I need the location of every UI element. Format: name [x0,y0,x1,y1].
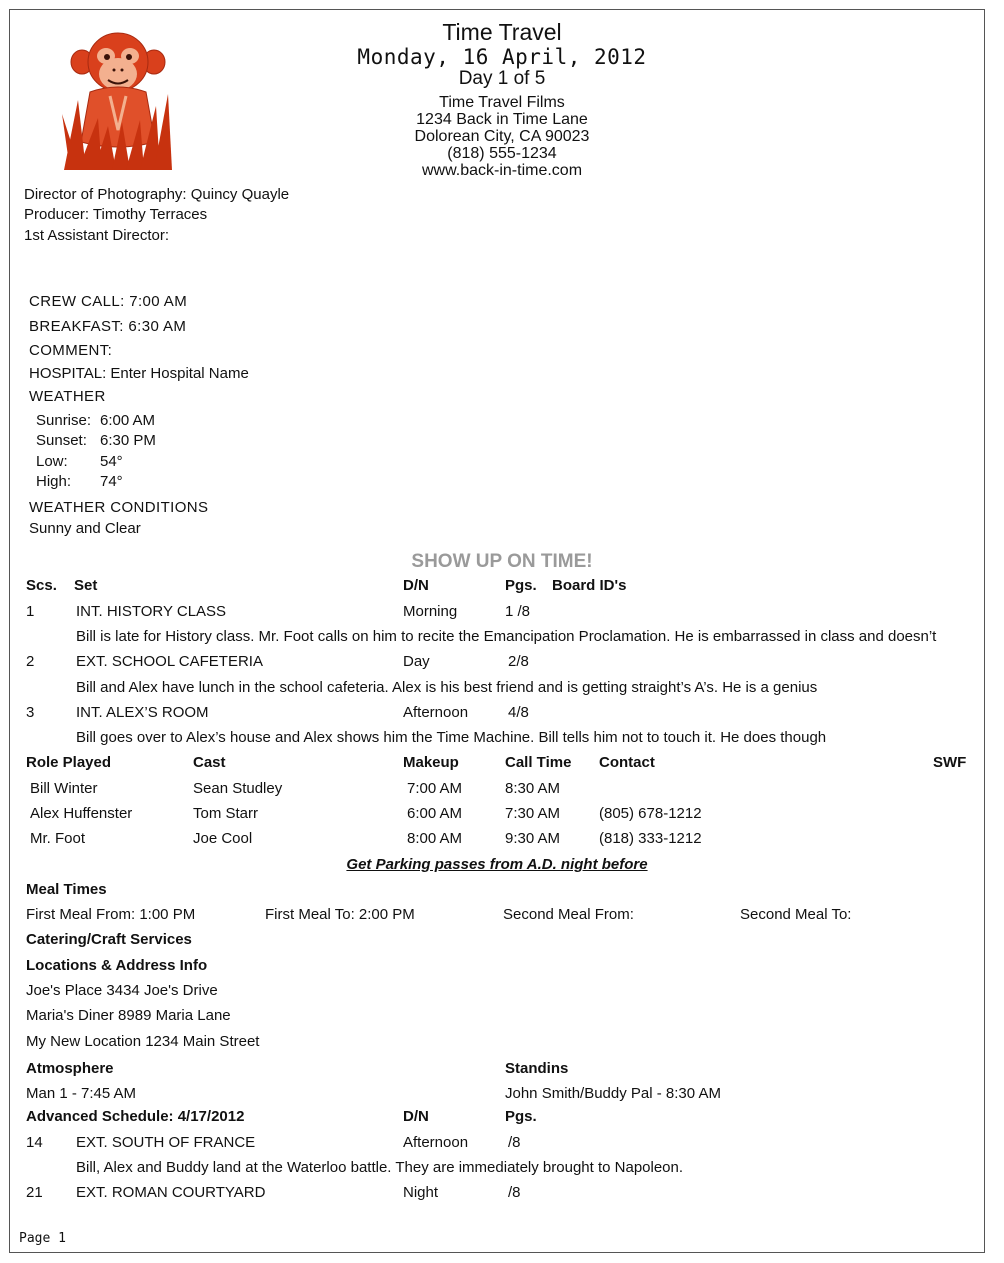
monkey-logo-icon [60,30,175,175]
first-meal-from: First Meal From: 1:00 PM [26,906,196,923]
weather-label: High: [36,473,72,490]
location-item: Maria's Diner 8989 Maria Lane [26,1007,231,1024]
advanced-scene-set: EXT. SOUTH OF FRANCE [76,1134,256,1151]
scenes-col-dn: D/N [403,577,429,594]
company-address-2: Dolorean City, CA 90023 [414,128,590,145]
cast-actor: Sean Studley [193,780,283,797]
director-of-photography: Director of Photography: Quincy Quayle [24,186,290,203]
meal-times-heading: Meal Times [26,881,107,898]
scenes-col-pgs: Pgs. [505,577,537,594]
advanced-schedule-heading: Advanced Schedule: 4/17/2012 [26,1108,245,1125]
advanced-scene-pages: /8 [508,1134,521,1151]
cast-col-swf: SWF [933,754,967,771]
cast-col-call: Call Time [505,754,572,771]
standins-heading: Standins [505,1060,569,1077]
weather-label: Sunset: [36,432,87,449]
cast-role: Alex Huffenster [30,805,133,822]
scene-set: EXT. SCHOOL CAFETERIA [76,653,263,670]
shoot-date: Monday, 16 April, 2012 [357,45,647,69]
cast-makeup: 8:00 AM [407,830,463,847]
cast-col-contact: Contact [599,754,655,771]
advanced-scene-description: Bill, Alex and Buddy land at the Waterloo battle. They are immediately brought to Napoleon. [76,1159,684,1176]
locations-heading: Locations & Address Info [26,957,208,974]
scene-description: Bill and Alex have lunch in the school cafeteria. Alex is his best friend and is getting straight’s A’s. He is a genius [76,679,818,696]
cast-col-makeup: Makeup [403,754,459,771]
first-assistant-director: 1st Assistant Director: [24,227,170,244]
page-number: Page 1 [19,1231,66,1246]
scene-description: Bill is late for History class. Mr. Foot calls on him to recite the Emancipation Proclamation. He is embarrassed in class and doesn’t [76,628,937,645]
scene-set: INT. ALEX’S ROOM [76,704,209,721]
weather-conditions-heading: WEATHER CONDITIONS [29,499,209,516]
cast-role: Bill Winter [30,780,98,797]
cast-role: Mr. Foot [30,830,86,847]
weather-conditions: Sunny and Clear [29,520,141,537]
atmosphere-heading: Atmosphere [26,1060,114,1077]
scene-set: INT. HISTORY CLASS [76,603,227,620]
crew-call: CREW CALL: 7:00 AM [29,293,188,310]
hospital: HOSPITAL: Enter Hospital Name [29,365,249,382]
parking-note: Get Parking passes from A.D. night before [346,856,648,873]
cast-call-time: 7:30 AM [505,805,561,822]
location-item: My New Location 1234 Main Street [26,1033,260,1050]
scene-number: 1 [26,603,35,620]
weather-value: 6:00 AM [100,412,156,429]
scenes-col-board: Board ID's [552,577,627,594]
cast-contact: (818) 333-1212 [599,830,702,847]
scene-pages: 4/8 [508,704,529,721]
cast-contact: (805) 678-1212 [599,805,702,822]
cast-actor: Joe Cool [193,830,253,847]
production-title: Time Travel [442,19,562,45]
weather-value: 54° [100,453,123,470]
cast-call-time: 8:30 AM [505,780,561,797]
cast-call-time: 9:30 AM [505,830,561,847]
weather-label: Sunrise: [36,412,92,429]
scene-dn: Morning [403,603,458,620]
second-meal-to: Second Meal To: [740,906,852,923]
cast-makeup: 7:00 AM [407,780,463,797]
cast-col-role: Role Played [26,754,112,771]
scene-dn: Day [403,653,430,670]
advanced-scene-number: 14 [26,1134,43,1151]
catering-heading: Catering/Craft Services [26,931,192,948]
producer: Producer: Timothy Terraces [24,206,208,223]
advanced-scene-number: 21 [26,1184,43,1201]
scenes-col-set: Set [74,577,98,594]
company-website: www.back-in-time.com [421,162,583,179]
breakfast-call: BREAKFAST: 6:30 AM [29,318,187,335]
scene-number: 3 [26,704,35,721]
location-item: Joe's Place 3434 Joe's Drive [26,982,218,999]
advanced-col-pgs: Pgs. [505,1108,537,1125]
atmosphere-value: Man 1 - 7:45 AM [26,1085,137,1102]
first-meal-to: First Meal To: 2:00 PM [265,906,415,923]
company-phone: (818) 555-1234 [447,145,557,162]
show-up-banner: SHOW UP ON TIME! [411,551,593,572]
second-meal-from: Second Meal From: [503,906,634,923]
scene-pages: 2/8 [508,653,529,670]
scene-pages: 1 /8 [505,603,531,620]
weather-heading: WEATHER [29,388,106,405]
advanced-scene-set: EXT. ROMAN COURTYARD [76,1184,266,1201]
standins-value: John Smith/Buddy Pal - 8:30 AM [505,1085,721,1102]
scene-number: 2 [26,653,35,670]
scene-dn: Afternoon [403,704,469,721]
company-name: Time Travel Films [439,94,565,111]
advanced-col-dn: D/N [403,1108,429,1125]
weather-value: 74° [100,473,123,490]
shoot-day: Day 1 of 5 [458,68,546,89]
scene-description: Bill goes over to Alex’s house and Alex shows him the Time Machine. Bill tells him not to touch it. He does though [76,729,827,746]
advanced-scene-dn: Night [403,1184,439,1201]
cast-actor: Tom Starr [193,805,259,822]
scenes-col-scs: Scs. [26,577,57,594]
cast-col-cast: Cast [193,754,226,771]
weather-label: Low: [36,453,68,470]
advanced-scene-dn: Afternoon [403,1134,469,1151]
advanced-scene-pages: /8 [508,1184,521,1201]
weather-value: 6:30 PM [100,432,156,449]
comment: COMMENT: [29,342,113,359]
company-address-1: 1234 Back in Time Lane [416,111,588,128]
cast-makeup: 6:00 AM [407,805,463,822]
